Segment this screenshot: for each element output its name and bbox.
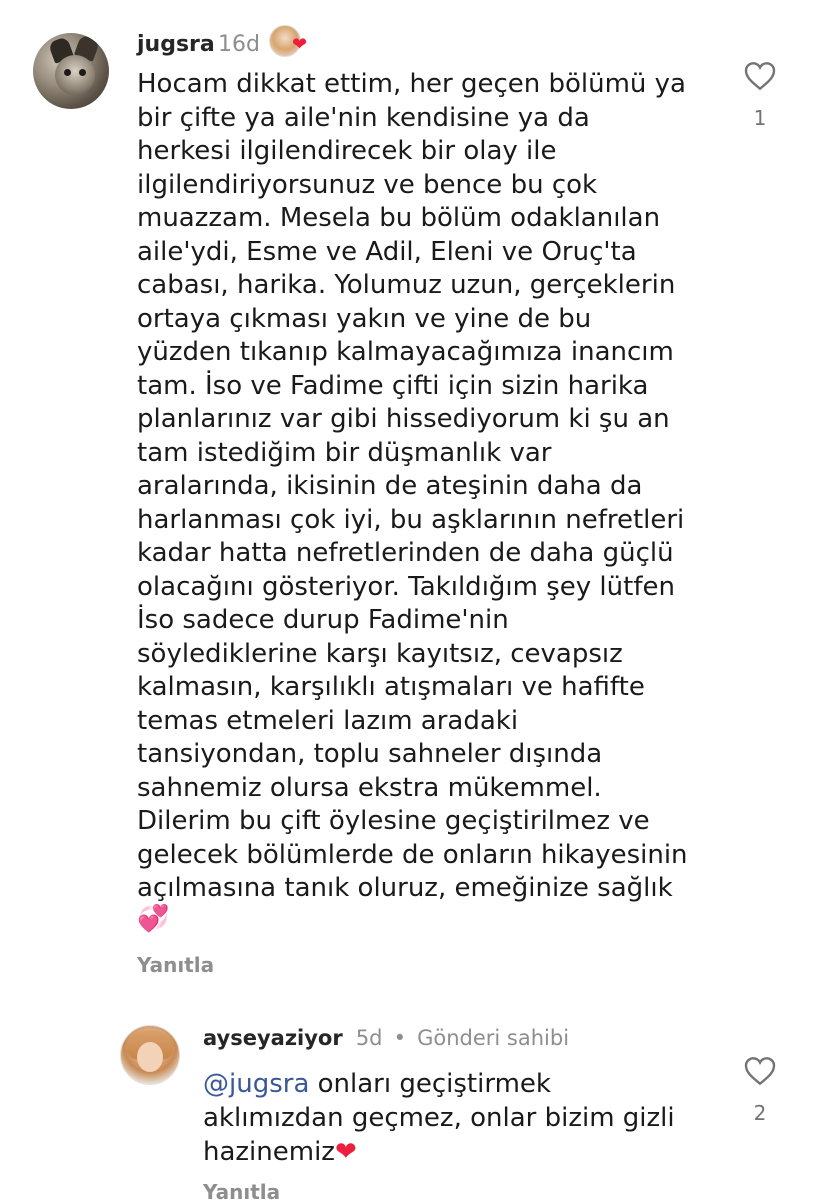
reply-header: [203, 1026, 569, 1050]
reply-mention-link[interactable]: @jugsra: [203, 1069, 310, 1099]
reply-text-block: [203, 1067, 683, 1169]
like-count: 1: [753, 106, 767, 130]
comment-text: Hocam dikkat ettim, her geçen bölümü ya bir çifte ya aile'nin kendisine ya da herkesi ilgilendirecek bir olay ile ilgilendiriyorsunuz ve bence bu çok muazzam. Mesela bu bölüm odaklanılan aile'ydi, Esme ve Adil, Eleni ve Oruç'ta cabası, harika. Yolumuz uzun, gerçeklerin ortaya çıkması yakın ve yine de bu yüzden tıkanıp kalmayacağımıza inancım tam. İso ve Fadime çifti için sizin harika planlarınız var gibi hissediyorum ki şu an tam istediğim bir düşmanlık var aralarında, ikisinin de ateşinin daha da harlanması çok iyi, bu aşklarının nefretleri kadar hatta nefretlerinden de daha güçlü olacağını gösteriyor. Takıldığım şey lütfen İso sadece durup Fadime'nin söylediklerine karşı kayıtsız, cevapsız kalmasın, karşılıklı atışmaları ve hafifte temas etmeleri lazım aradaki tansiyondan, toplu sahneler dışında sahnemiz olursa ekstra mükemmel. Dilerim bu çift öylesine geçiştirilmez ve gelecek bölümlerde de onların hikayesinin açılmasına tanık oluruz, emeğinize sağlık: [137, 69, 688, 903]
comment-username[interactable]: jugsra: [137, 32, 215, 57]
like-icon[interactable]: [744, 61, 776, 91]
reply-emoji: ❤: [334, 1137, 357, 1167]
reply-username[interactable]: ayseyaziyor: [203, 1026, 343, 1050]
comment-emoji: 💞: [137, 904, 170, 934]
reply-button[interactable]: Yanıtla: [137, 953, 215, 977]
creator-heart-icon: ❤: [292, 34, 308, 55]
author-badge: Gönderi sahibi: [417, 1026, 570, 1050]
like-icon[interactable]: [744, 1056, 776, 1086]
reply-separator: •: [393, 1026, 406, 1050]
reply-timestamp: 5d: [355, 1026, 383, 1050]
reply-text: onları geçiştirmek aklımızdan geçmez, onlar bizim gizli hazinemiz: [203, 1069, 675, 1167]
reply-reply-button[interactable]: Yanıtla: [203, 1180, 281, 1204]
comment-timestamp: 16d: [218, 32, 260, 57]
reply-like-count: 2: [753, 1101, 767, 1125]
reply-author-avatar[interactable]: [120, 1025, 180, 1085]
commenter-avatar[interactable]: [33, 33, 109, 109]
